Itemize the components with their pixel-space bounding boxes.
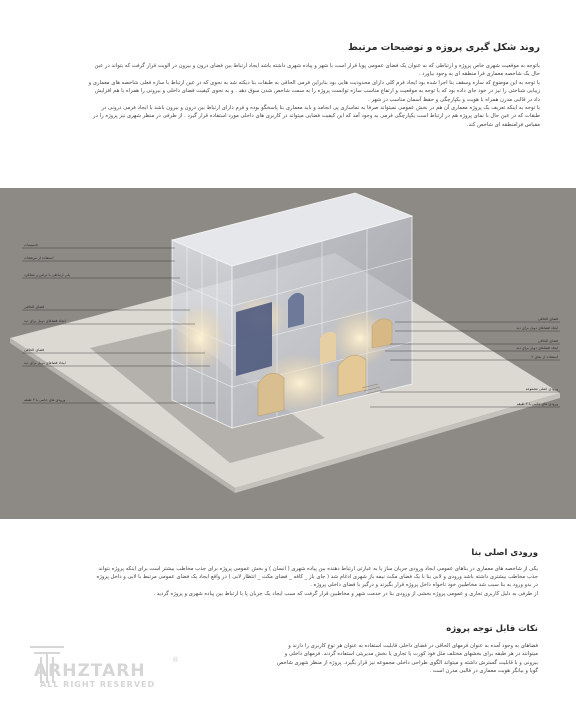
- section-body-notable-points: [208, 642, 538, 676]
- paragraph-line: جذب مخاطب بیشتری داشته باشد ورودی و لابی بنا با یک فضای مکث نیمه باز شهری ادغام شد ( جای باز _ کافه _ فضای مکث _ انتظار لابی ) در واقع ایجاد یک فضای عمومی مرتبط با لابی و داخل پروژه: [96, 574, 538, 581]
- paragraph-line: باتوجه به موقعیت شهری خاص پروژه و ارتباطی که به عنوان یک فضای عمومی پویا قرار است با شهر و پیاده شهری داشته باشد ایجاد ارتباط بین فضای درون و بیرون در الویت قرار گرفت که بتواند در عین: [94, 63, 540, 69]
- diagram-label: ورودی اصلی مجموعه: [525, 387, 558, 391]
- diagram-label: ایجاد فضاهای دوبل برای دید: [516, 346, 558, 350]
- registered-mark-icon: ®: [172, 656, 179, 664]
- arch-ground-left: [258, 373, 284, 416]
- paragraph-line: با توجه به این موضوع که سازه وسقف بنا اجرا شده بود ایجاد فرم کلی دارای محدودیت هایی بود بنابراین فرمی الحاقی به طبقات بنا دیکته شد به نحوی که در عین ارتباط با سازه فعلی شاخصه های معماری و: [88, 79, 540, 86]
- paragraph-line: در بدو ورود به بنا سبب شد مخاطبین خود ناخواه داخل پروژه قرار بگیرند و درگیر با فضای داخلی پروژه .: [310, 582, 538, 589]
- watermark-logo-subtitle: ALL RIGHT RESERVED: [40, 680, 156, 689]
- paragraph-line: فضاهای به وجود آمده به عنوان فرمهای الحاقی در فضای داخلی قابلیت استفاده به عنوان هر نوع کاربری را دارند و: [288, 643, 538, 649]
- arch-upper-right: [372, 319, 392, 348]
- paragraph-line: با توجه به اینکه تعریف یک پروژه معماری آن هم در بخش عمومی نمیتواند صرفا به نماسازی پی انجامد و باید معماری بنا پاسخگو بوده و فرم دارای ارتباط بین درون و بیرون باشد با ایجاد فرمی درونی در: [101, 105, 540, 112]
- architecture-diagram-panel: [0, 188, 576, 519]
- paragraph-line: مقیاس فرامنطقه ای شاخص کند.: [466, 121, 540, 128]
- arch-upper-left: [288, 293, 304, 328]
- diagram-label: ورودی های جانبی با ۳ طبقه: [24, 398, 66, 402]
- arch-mid: [320, 332, 336, 364]
- paragraph-line: طبقات که در عین حال با نمای پروژه هم در ارتباط است یکپارچگی فرمی به وجود آمد که این کیفیت فضایی میتواند در کاربری های داخلی مورد استفاده قرار گیرد . از طرفی در منظر شهری نیز پروژه را در: [93, 113, 540, 120]
- diagram-label: فضای الحاقی: [24, 348, 45, 352]
- watermark-logo-word: ARHZTARH: [34, 661, 146, 681]
- diagram-label: استفاده از نمای ۲: [531, 355, 558, 359]
- diagram-label: فضای الحاقی: [24, 305, 45, 309]
- diagram-label: فضای الحاقی: [537, 317, 558, 321]
- diagram-label: ایجاد فضاهای دوبل برای دید: [24, 361, 66, 365]
- paragraph-line: گویا و بیانگر هویت معماری در قالبی مدرن است .: [429, 668, 538, 675]
- paragraph-line: میتوانند در هر طبقه برای بخشهای مختلف مثل فود کورت یا تجاری یا بخش مدیریتی استفاده گردند. فرمهای داخلی و: [284, 651, 538, 658]
- paragraph-line: یکی از شاخصه های معماری در بناهای عمومی ایجاد ورودی جریان ساز یا به عبارتی ارتباط دهنده بین پیاده شهری ( انسان ) و بخش عمومی پروژه برای جذب مخاطب بیشتر است برای اینکه پروژه بتواند: [98, 566, 538, 572]
- section-body-formation: [35, 62, 540, 129]
- paragraph-line: بیرونی و با قابلیت گسترش داشته و میتواند الگوی طراحی داخلی مجموعه نیز قرار بگیرد. پروژه از منظر شهری شاخص: [277, 659, 538, 666]
- arch-ground-right: [338, 355, 366, 396]
- diagram-label: ایجاد فضاهای دوبل برای دید: [24, 319, 66, 323]
- section-body-main-entrance: [33, 565, 538, 598]
- paragraph-line: داد در قالبی مدرن همراه با هویت و یکپارچگی و حفظ آسمان مناسب در شهر .: [368, 96, 540, 103]
- facade-panel-dark: [236, 302, 272, 376]
- diagram-label: ورودی های جانبی با ۳ طبقه: [516, 402, 558, 406]
- diagram-label: تاسیسات: [24, 243, 38, 247]
- building-axonometric-diagram: [0, 188, 576, 519]
- paragraph-line: از طرفی به دلیل کاربری تجاری و عمومی پروژه بخشی از ورودی بنا در خدمت شهر و مخاطبین قرار گرفت که سبب ایجاد یک جریان پا با ارتباط بین پیاده شهری و پروژه گردید .: [153, 590, 538, 597]
- paragraph-line: زیبایی شناختی را نیز در خود جای داده بود که با توجه به موقعیت و ارتفاع مناسب سازه توانست پروژه را به سمت شاخص شدن سوق دهد . و به نحوی کیفیت فضای داخلی و بیرونی را همراه با هم افزایش: [94, 88, 540, 95]
- paragraph-line: حال یک شاخصه معماری فرا منطقه ای به وجود بیاورد .: [418, 71, 540, 78]
- diagram-label: فضای الحاقی: [537, 339, 558, 343]
- diagram-label: پلی ارتباطی با تراس و عملکرد: [24, 273, 70, 277]
- diagram-label: ایجاد فضاهای دوبل برای دید: [516, 326, 558, 330]
- section-title-notable-points: نکات قابل توجه پروژه: [446, 624, 538, 634]
- section-title-main-entrance: ورودی اصلی بنا: [471, 548, 538, 558]
- section-title-formation: روند شکل گیری پروژه و توضیحات مرتبط: [348, 42, 540, 53]
- diagram-label: استفاده از مرتفعات: [24, 256, 54, 260]
- interior-light: [174, 304, 226, 372]
